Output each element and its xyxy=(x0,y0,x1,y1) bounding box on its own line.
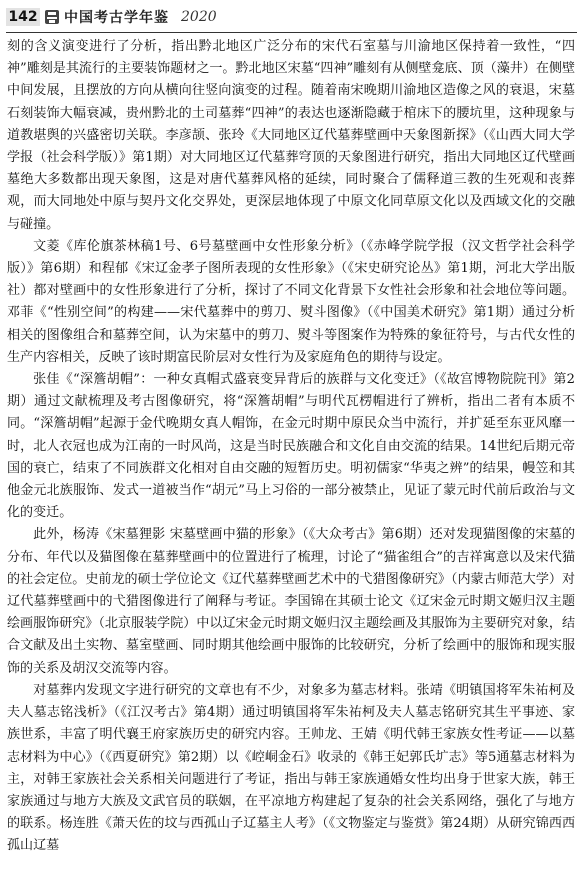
article-body xyxy=(7,36,575,888)
paragraph: 对墓葬内发现文字进行研究的文章也有不少，对象多为墓志材料。张靖《明镇国将军朱祐柯及夫人墓志铭浅析》（《江汉考古》第4期）通过明镇国将军朱祐柯及夫人墓志铭研究其生平事迹、家族世系，丰富了明代襄王府家族历史的研究内容。王帅龙、王婧《明代韩王家族女性考证——以墓志材料为中心》（《西夏研究》第2期）以《崆峒金石》收录的《韩王妃郭氏圹志》等5通墓志材料为主，对韩王家族社会关系相关问题进行了考证，指出与韩王家族通婚女性均出身于世家大族，韩王家族通过与地方大族及文武官员的联姻，在平凉地方构建起了复杂的社会关系网络，强化了与地方的联系。杨连胜《萧天佐的坟与西孤山子辽墓主人考》（《文物鉴定与鉴赏》第24期）从研究锦西西孤山辽墓 xyxy=(7,682,575,854)
paragraph: 张佳《“深簷胡帽”：一种女真帽式盛衰变异背后的族群与文化变迁》（《故宫博物院院刊》第2期）通过文献梳理及考古图像研究，将“深簷胡帽”与明代瓦楞帽进行了辨析，指出二者有本质不同。“深簷胡帽”起源于金代晚期女真人帽饰，在金元时期中原民众当中流行，并扩延至东亚风靡一时，北人衣冠也成为江南的一时风尚，这是当时民族融合和文化自由交流的结果。14世纪后期元帝国的衰亡，结束了不同族群文化相对自由交融的短暂历史。明初儒家“华夷之辨”的结果，幔笠和其他金元北族服饰、发式一道被当作“胡元”马上习俗的一部分被禁止，见证了蒙元时代前后政治与文化的变迁。 xyxy=(7,372,575,521)
paragraph: 文菱《库伦旗茶林稿1号、6号墓壁画中女性形象分析》（《赤峰学院学报（汉文哲学社会科学版）》第6期）和程郁《宋辽金孝子图所表现的女性形象》（《宋史研究论丛》第1期，河北大学出版社）都对壁画中的女性形象进行了分析，探讨了不同文化背景下女性社会形象和社会地位等问题。邓菲《“性别空间”的构建——宋代墓葬中的剪刀、熨斗图像》（《中国美术研究》第1期）通过分析相关的图像组合和墓葬空间，认为宋墓中的剪刀、熨斗等图案作为特殊的象征符号，与古代女性的生产内容相关，反映了该时期富民阶层对女性行为及家庭角色的期待与设定。 xyxy=(7,238,575,365)
journal-title: 中国考古学年鉴 xyxy=(64,10,169,26)
page-header xyxy=(0,4,583,30)
journal-logo-icon xyxy=(44,9,60,25)
paragraph: 此外，杨涛《宋墓狸影 宋墓壁画中猫的形象》（《大众考古》第6期）还对发现猫图像的宋墓的分布、年代以及猫图像在墓葬壁画中的位置进行了梳理，讨论了“猫雀组合”的吉祥寓意以及宋代猫的社会定位。史前龙的硕士学位论文《辽代墓葬壁画艺术中的弋猎图像研究》（内蒙古师范大学）对辽代墓葬壁画中的弋猎图像进行了阐释与考证。李国锦在其硕士论文《辽宋金元时期文姬归汉主题绘画服饰研究》（北京服装学院）中以辽宋金元时期文姬归汉主题绘画及其服饰为主要研究对象，结合文献及出土实物、墓室壁画、同时期其他绘画中服饰的比较研究，分析了绘画中的服饰和现实服饰的关系及胡汉交流等内容。 xyxy=(7,527,575,676)
journal-year: 2020 xyxy=(181,9,217,25)
paragraph: 刻的含义演变进行了分析，指出黔北地区广泛分布的宋代石室墓与川渝地区保持着一致性，“四神”雕刻是其流行的主要装饰题材之一。黔北地区宋墓“四神”雕刻有从侧壁龛底、顶（藻井）在侧壁中间发展，且摆放的方向从横向往竖向演变的过程。随着南宋晚期川渝地区造像之风的衰退，宋墓石刻装饰大幅衰减，贵州黔北的土司墓葬“四神”的表达也逐渐隐藏于棺床下的腰坑里，这种现象与道教堪舆的兴盛密切关联。李彦颉、张玲《大同地区辽代墓葬壁画中天象图新探》（《山西大同大学学报（社会科学版）》第1期）对大同地区辽代墓葬穹顶的天象图进行研究，指出大同地区辽代壁画墓绝大多数都出现天象图，这是对唐代墓葬风格的延续，同时聚合了儒释道三教的生死观和丧葬观，而大同地处中原与契丹文化交界处，更深层地体现了中原文化同草原文化以及西域文化的交融与碰撞。 xyxy=(7,39,575,232)
header-rule xyxy=(6,32,577,33)
page-number: 142 xyxy=(6,8,40,26)
